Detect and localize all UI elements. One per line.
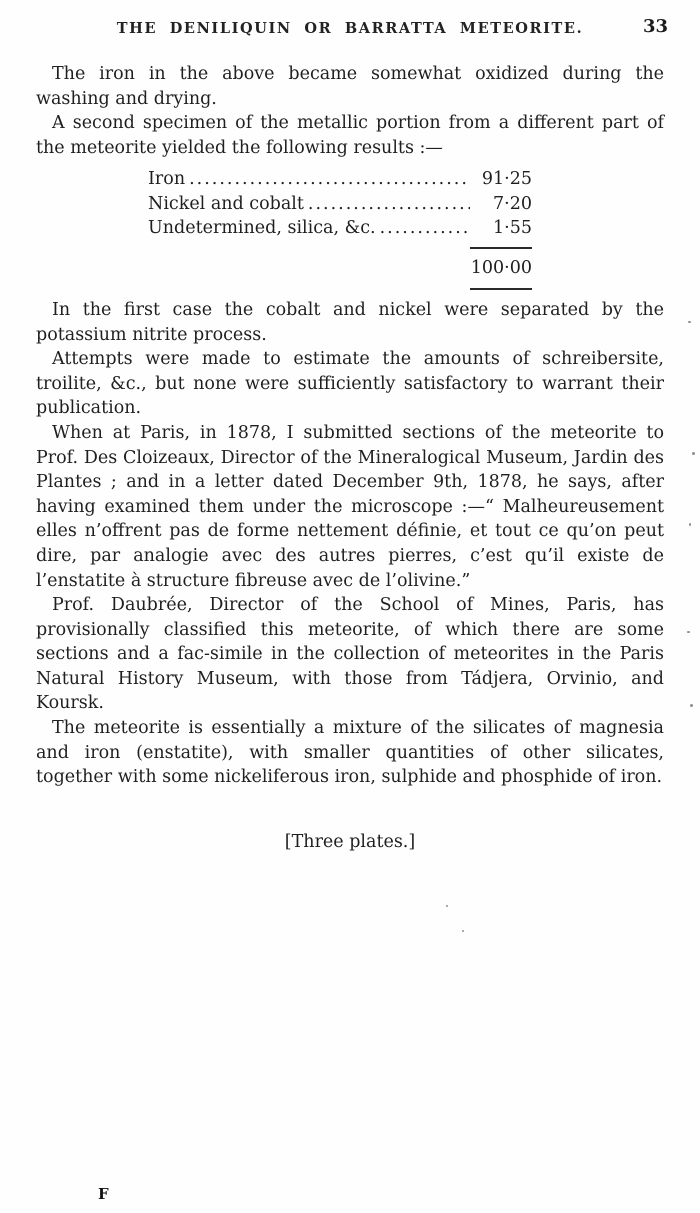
analysis-value: 1·55 <box>493 217 532 238</box>
plates-note: [Three plates.] <box>284 831 416 852</box>
total-rule-bottom <box>470 288 532 290</box>
scan-artifact <box>690 704 693 707</box>
paragraph-daubree: Prof. Daubrée, Director of the School of Mines, Paris, has provisionally classified this meteorite, of which there are some sections and a fac-simile in the collection of meteorites in the Paris Natural History Museum, with those from Tádjera, Orvinio, and Koursk. <box>36 595 664 714</box>
table-row <box>148 167 532 191</box>
paragraph-second-specimen: A second specimen of the metallic portion from a different part of the meteorite yielded the following results :— <box>36 113 664 158</box>
analysis-total: 100·00 <box>470 257 532 278</box>
analysis-value: 7·20 <box>493 193 532 214</box>
dot-leader <box>380 216 470 240</box>
analysis-value: 91·25 <box>481 169 532 190</box>
scan-artifact <box>446 905 448 907</box>
scan-artifact <box>692 452 695 455</box>
scan-artifact <box>688 321 691 323</box>
analysis-label: Nickel and cobalt <box>148 193 304 214</box>
scan-artifact <box>687 631 690 633</box>
analysis-label: Iron <box>148 169 186 190</box>
dot-leader <box>308 192 470 216</box>
table-row <box>148 192 532 216</box>
table-row <box>148 216 532 240</box>
paragraph-paris-1878: When at Paris, in 1878, I submitted sections of the meteorite to Prof. Des Cloizeaux, Director of the Mineralogical Museum, Jardin des Plantes ; and in a letter dated December 9th, 1878, he says, after having examined them under the microscope :—“ Malheureusement elles n’offrent pas de forme nettement définie, et tout ce qu’on peut dire, par analogie avec des autres pierres, c’est qu’il existe de l’enstatite à structure fibreuse avec de l’olivine.” <box>36 422 664 591</box>
running-head <box>36 16 668 46</box>
total-rule-top <box>470 247 532 249</box>
dot-leader <box>189 167 470 191</box>
running-title: THE DENILIQUIN OR BARRATTA METEORITE. <box>116 20 584 37</box>
scan-artifact <box>462 930 464 932</box>
scan-artifact <box>689 523 691 526</box>
analysis-table <box>148 167 532 290</box>
page-number: 33 <box>642 16 668 37</box>
analysis-label: Undetermined, silica, &c. <box>148 217 376 238</box>
paragraph-oxidized: The iron in the above became somewhat oxidized during the washing and drying. <box>36 64 664 109</box>
signature-mark: F <box>98 1185 109 1203</box>
paragraph-attempts: Attempts were made to estimate the amounts of schreibersite, troilite, &c., but none were sufficiently satisfactory to warrant their publication. <box>36 349 664 419</box>
paragraph-first-case: In the first case the cobalt and nickel were separated by the potassium nitrite process. <box>36 299 664 345</box>
paragraph-composition: The meteorite is essentially a mixture of the silicates of magnesia and iron (enstatite), with smaller quantities of other silicates, together with some nickeliferous iron, sulphide and phosphide of iron. <box>36 718 664 788</box>
body-text <box>36 62 664 790</box>
